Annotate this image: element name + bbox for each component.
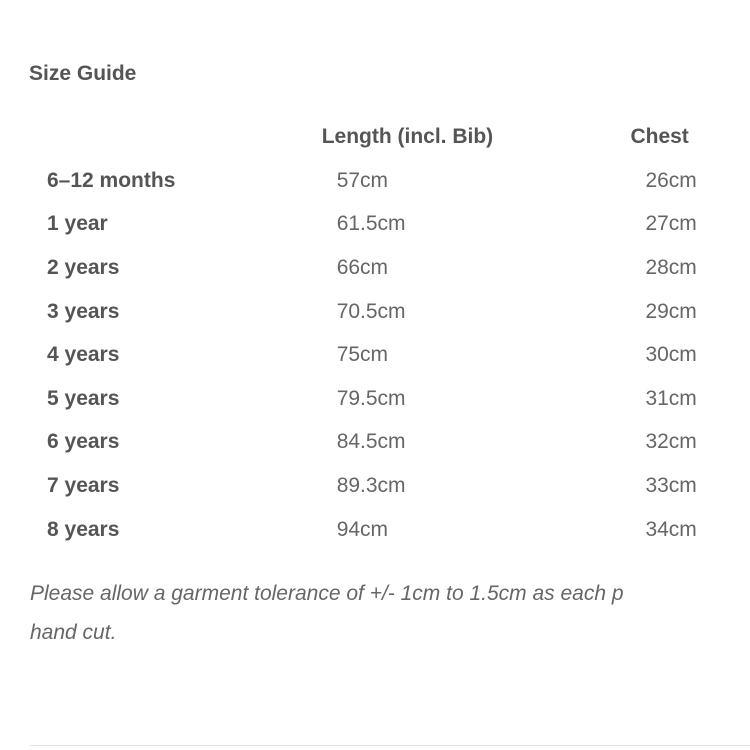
size-cell: 7 years	[47, 473, 120, 497]
size-cell: 8 years	[47, 517, 120, 541]
chest-cell: 31cm	[645, 386, 697, 410]
chest-cell: 29cm	[645, 299, 697, 323]
header-size	[26, 115, 322, 159]
length-cell: 61.5cm	[336, 212, 406, 236]
size-cell: 3 years	[47, 299, 120, 323]
size-cell: 4 years	[47, 343, 120, 367]
chest-cell: 30cm	[645, 343, 697, 367]
length-cell: 57cm	[336, 168, 389, 192]
page-title: Size Guide	[29, 62, 137, 85]
length-cell: 84.5cm	[336, 430, 406, 454]
table-row	[26, 203, 750, 247]
table-header-row	[26, 115, 750, 159]
length-cell: 66cm	[336, 255, 389, 279]
length-cell: 75cm	[336, 343, 389, 367]
tolerance-note	[30, 574, 750, 652]
header-length: Length (incl. Bib)	[321, 125, 494, 148]
table-body	[26, 159, 750, 551]
chest-cell: 26cm	[645, 168, 697, 192]
table-row	[26, 508, 750, 552]
tolerance-note-line: Please allow a garment tolerance of +/- 1cm to 1.5cm as each p	[30, 582, 624, 605]
table-row	[26, 421, 750, 465]
table-row	[26, 377, 750, 421]
table-row	[26, 333, 750, 377]
tolerance-note-line: hand cut.	[30, 621, 117, 644]
size-cell: 1 year	[47, 212, 108, 236]
header-chest: Chest	[630, 125, 689, 148]
table-row	[26, 290, 750, 334]
size-cell: 2 years	[47, 255, 120, 279]
size-cell: 5 years	[47, 386, 120, 410]
chest-cell: 27cm	[645, 212, 697, 236]
size-cell: 6–12 months	[47, 168, 176, 192]
table-header	[26, 115, 750, 159]
length-cell: 94cm	[336, 517, 389, 541]
chest-cell: 34cm	[645, 517, 697, 541]
chest-cell: 28cm	[645, 255, 697, 279]
table-row	[26, 246, 750, 290]
chest-cell: 33cm	[645, 473, 697, 497]
length-cell: 70.5cm	[336, 299, 406, 323]
divider	[30, 745, 750, 746]
size-cell: 6 years	[47, 430, 120, 454]
length-cell: 89.3cm	[336, 473, 406, 497]
length-cell: 79.5cm	[336, 386, 406, 410]
table-row	[26, 159, 750, 203]
table-row	[26, 464, 750, 508]
chest-cell: 32cm	[645, 430, 697, 454]
size-table	[26, 115, 750, 551]
